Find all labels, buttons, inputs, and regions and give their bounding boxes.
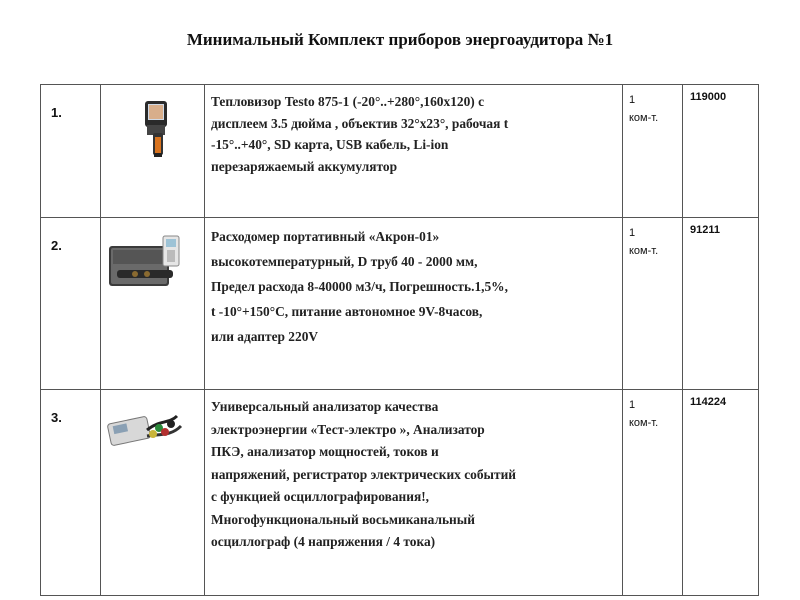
description-line: Многофункциональный восьмиканальный xyxy=(211,511,475,527)
description-line: -15°..+40°, SD карта, USB кабель, Li-ion xyxy=(211,137,449,152)
description-line: Предел расхода 8-40000 м3/ч, Погрешность.1,5%, xyxy=(211,279,508,294)
description-line: t -10°+150°С, питание автономное 9V-8часов, xyxy=(211,304,483,319)
item-quantity xyxy=(623,390,683,596)
equipment-table xyxy=(40,84,759,596)
row-number: 3. xyxy=(41,390,101,596)
item-price: 91211 xyxy=(683,218,759,390)
table-row xyxy=(41,85,759,218)
quantity-number: 1 xyxy=(629,94,636,106)
description-line: дисплеем 3.5 дюйма , объектив 32°x23°, рабочая t xyxy=(211,115,509,131)
description-line: перезаряжаемый аккумулятор xyxy=(211,158,398,174)
quantity-number: 1 xyxy=(629,227,636,239)
description-line: ПКЭ, анализатор мощностей, токов и xyxy=(211,444,439,459)
description-line: или адаптер 220V xyxy=(211,329,319,344)
description-line: Расходомер портативный «Акрон-01» xyxy=(211,229,440,244)
item-description xyxy=(205,390,623,596)
description-line: напряжений, регистратор электрических событий xyxy=(211,466,517,482)
row-number: 1. xyxy=(41,85,101,218)
item-price: 119000 xyxy=(683,85,759,218)
flowmeter-case-icon xyxy=(101,218,205,369)
item-image-cell xyxy=(101,390,205,596)
table-row xyxy=(41,218,759,390)
item-description xyxy=(205,218,623,390)
item-quantity xyxy=(623,218,683,390)
quantity-unit: ком-т. xyxy=(629,245,659,257)
row-number: 2. xyxy=(41,218,101,390)
item-price: 114224 xyxy=(683,390,759,596)
quantity-number: 1 xyxy=(629,399,636,411)
description-line: Универсальный анализатор качества xyxy=(211,399,439,414)
power-analyzer-icon xyxy=(101,390,205,575)
description-line: электроэнергии «Тест-электро », Анализатор xyxy=(211,421,485,437)
description-line: высокотемпературный, D труб 40 - 2000 мм, xyxy=(211,254,478,269)
item-description xyxy=(205,85,623,218)
thermal-camera-icon xyxy=(101,85,205,197)
table-row xyxy=(41,390,759,596)
item-quantity xyxy=(623,85,683,218)
quantity-unit: ком-т. xyxy=(629,112,659,124)
item-image-cell xyxy=(101,218,205,390)
quantity-unit: ком-т. xyxy=(629,417,659,429)
description-line: осциллограф (4 напряжения / 4 тока) xyxy=(211,534,436,549)
description-line: с функцией осциллографирования!, xyxy=(211,489,429,504)
page-title: Минимальный Комплект приборов энергоаудитора №1 xyxy=(186,30,614,49)
item-image-cell xyxy=(101,85,205,218)
description-line: Тепловизор Testo 875-1 (-20°..+280°,160x120) с xyxy=(211,94,485,109)
